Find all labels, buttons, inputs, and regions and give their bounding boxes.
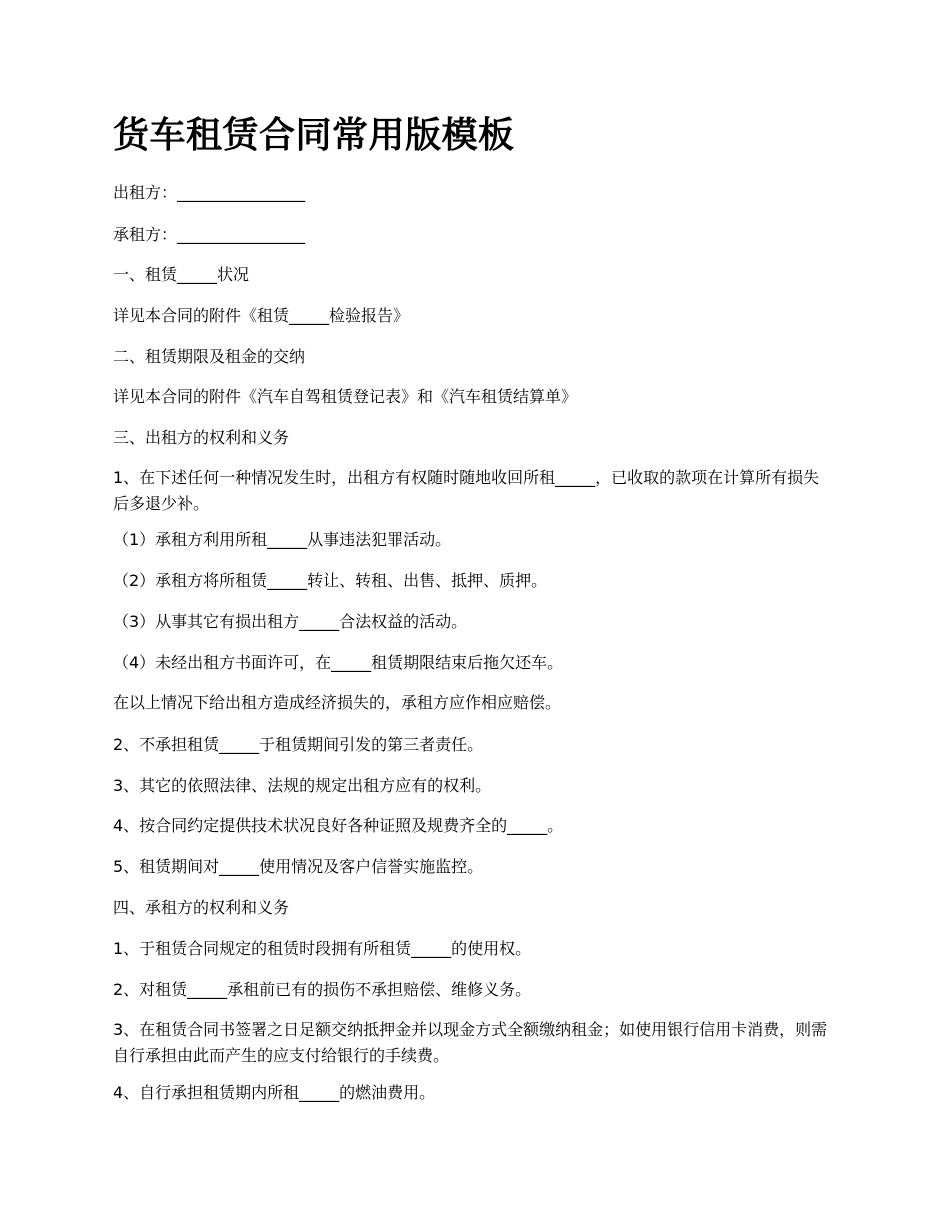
lessor-line: 出租方：________________: [113, 183, 306, 202]
lessor-clause-1-item-2: （2）承租方将所租赁_____转让、转租、出售、抵押、质押。: [113, 571, 548, 590]
section-2-heading: 二、租赁期限及租金的交纳: [113, 347, 306, 366]
section-1-text: 详见本合同的附件《租赁_____检验报告》: [113, 306, 410, 325]
lessor-clause-1-item-4: （4）未经出租方书面许可，在_____租赁期限结束后拖欠还车。: [113, 653, 564, 672]
lessee-clause-1: 1、于租赁合同规定的租赁时段拥有所租赁_____的使用权。: [113, 939, 532, 958]
lessor-clause-1-item-3: （3）从事其它有损出租方_____合法权益的活动。: [113, 612, 468, 631]
section-4-heading: 四、承租方的权利和义务: [113, 898, 290, 917]
lessor-clause-4: 4、按合同约定提供技术状况良好各种证照及规费齐全的_____。: [113, 816, 564, 835]
lessor-clause-1-item-1: （1）承租方利用所租_____从事违法犯罪活动。: [113, 530, 452, 549]
lessee-clause-4: 4、自行承担租赁期内所租_____的燃油费用。: [113, 1083, 436, 1102]
section-3-heading: 三、出租方的权利和义务: [113, 428, 290, 447]
lessor-clause-3: 3、其它的依照法律、法规的规定出租方应有的权利。: [113, 776, 492, 795]
lessee-clause-3: 3、在租赁合同书签署之日足额交纳抵押金并以现金方式全额缴纳租金；如使用银行信用卡消费，则需自行承担由此而产生的应支付给银行的手续费。: [113, 1020, 828, 1065]
lessor-clause-1-note: 在以上情况下给出租方造成经济损失的，承租方应作相应赔偿。: [113, 693, 562, 712]
section-2-text: 详见本合同的附件《汽车自驾租赁登记表》和《汽车租赁结算单》: [113, 387, 578, 406]
lessor-clause-5: 5、租赁期间对_____使用情况及客户信誉实施监控。: [113, 857, 484, 876]
lessor-clause-2: 2、不承担租赁_____于租赁期间引发的第三者责任。: [113, 735, 484, 754]
document-title: 货车租赁合同常用版模板: [113, 115, 515, 156]
lessor-clause-1: 1、在下述任何一种情况发生时，出租方有权随时随地收回所租_____，已收取的款项在计算所有损失后多退少补。: [113, 468, 820, 513]
section-1-heading: 一、租赁_____状况: [113, 265, 250, 284]
lessee-clause-2: 2、对租赁_____承租前已有的损伤不承担赔偿、维修义务。: [113, 980, 532, 999]
lessee-line: 承租方：________________: [113, 225, 306, 244]
